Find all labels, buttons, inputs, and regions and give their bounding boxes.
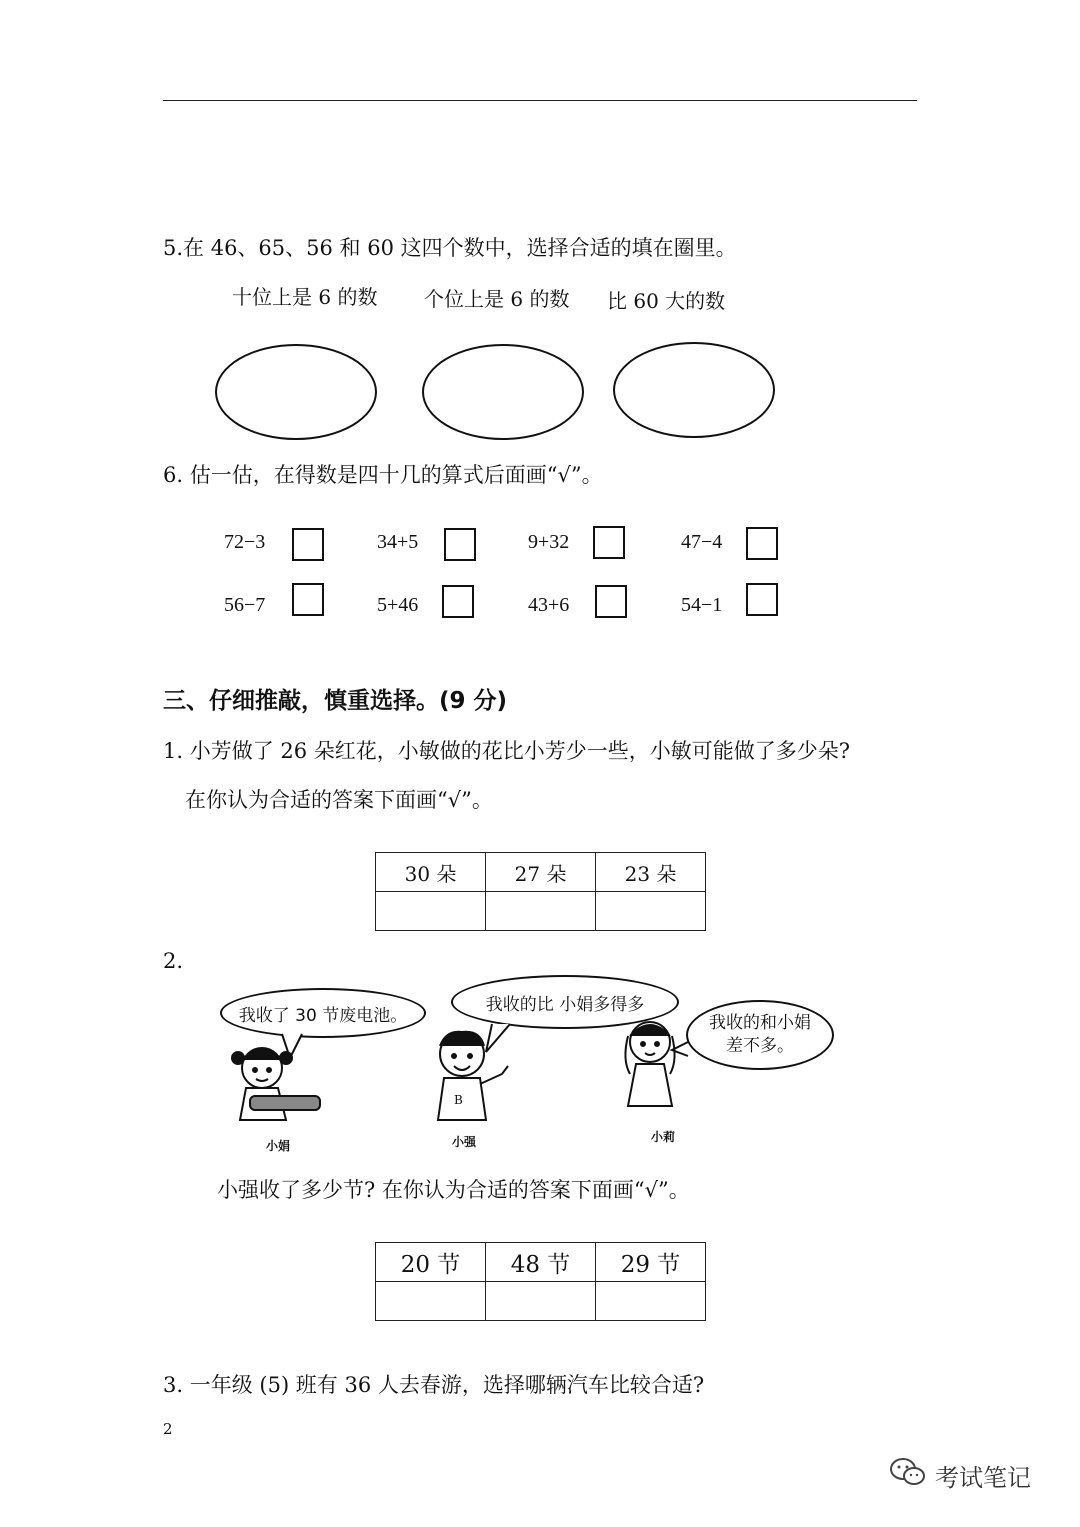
girl-xiaojuan-figure [232, 1048, 320, 1120]
s3q2-answer-cell[interactable] [596, 1282, 706, 1321]
q6-checkbox[interactable] [444, 528, 476, 561]
q6-prompt: 6. 估一估，在得数是四十几的算式后面画“√”。 [163, 463, 603, 487]
speech-bubble-xiaoli: 我收的和小娟差不多。 [686, 1000, 834, 1070]
s3q3-line: 3. 一年级 (5) 班有 36 人去春游，选择哪辆汽车比较合适? [163, 1373, 705, 1397]
boy-xiaoqiang-figure [438, 1032, 508, 1120]
s3q1-answer-table [375, 852, 706, 931]
q5-label-ones: 个位上是 6 的数 [424, 287, 570, 311]
q6-checkbox[interactable] [746, 527, 778, 560]
section3-title: 三、仔细推敲，慎重选择。(9 分) [163, 688, 508, 714]
q5-label-gt60: 比 60 大的数 [607, 289, 726, 313]
q6-expr: 54−1 [681, 594, 723, 616]
q6-expr: 34+5 [377, 531, 419, 553]
answer-circle-ones[interactable] [422, 344, 584, 440]
speech-bubble-xiaoqiang: 我收的比 小娟多得多 [451, 975, 679, 1029]
s3q2-answer-cell[interactable] [486, 1282, 596, 1321]
q6-checkbox[interactable] [292, 528, 324, 561]
child-name-xiaoli: 小莉 [651, 1130, 676, 1144]
s3q1-answer-cell[interactable] [376, 892, 486, 931]
s3q1-option: 23 朵 [596, 853, 706, 892]
q6-checkbox[interactable] [595, 585, 627, 618]
answer-circle-gt60[interactable] [613, 342, 775, 438]
q6-checkbox[interactable] [292, 583, 324, 616]
children-illustration [210, 980, 850, 1150]
s3q2-answer-cell[interactable] [376, 1282, 486, 1321]
q6-checkbox[interactable] [593, 526, 625, 559]
wechat-icon [888, 1455, 928, 1489]
q6-expr: 72−3 [224, 531, 266, 553]
q6-expr: 5+46 [377, 594, 419, 616]
q6-expr: 47−4 [681, 531, 723, 553]
svg-text:B: B [454, 1093, 463, 1107]
q6-expr: 9+32 [528, 531, 570, 553]
s3q1-line1: 1. 小芳做了 26 朵红花，小敏做的花比小芳少一些，小敏可能做了多少朵? [163, 739, 851, 763]
answer-circle-tens[interactable] [215, 344, 377, 440]
s3q2-option: 29 节 [596, 1243, 706, 1282]
q6-checkbox[interactable] [746, 583, 778, 616]
s3q1-line2: 在你认为合适的答案下面画“√”。 [185, 788, 493, 812]
child-name-xiaojuan: 小娟 [266, 1139, 291, 1153]
q6-checkbox[interactable] [442, 585, 474, 618]
s3q1-answer-cell[interactable] [486, 892, 596, 931]
s3q2-question: 小强收了多少节? 在你认为合适的答案下面画“√”。 [217, 1178, 690, 1202]
s3q2-option: 48 节 [486, 1243, 596, 1282]
girl-xiaoli-figure [625, 1022, 674, 1106]
child-name-xiaoqiang: 小强 [452, 1135, 477, 1149]
s3q2-option: 20 节 [376, 1243, 486, 1282]
page-number: 2 [163, 1420, 173, 1438]
q6-expr: 56−7 [224, 594, 266, 616]
s3q1-answer-cell[interactable] [596, 892, 706, 931]
watermark-text: 考试笔记 [935, 1464, 1031, 1492]
s3q2-answer-table [375, 1242, 706, 1321]
speech-bubble-xiaojuan: 我收了 30 节废电池。 [220, 988, 426, 1038]
q5-label-tens: 十位上是 6 的数 [232, 285, 378, 309]
s3q1-option: 27 朵 [486, 853, 596, 892]
q6-expr: 43+6 [528, 594, 570, 616]
s3q1-option: 30 朵 [376, 853, 486, 892]
header-rule [163, 100, 917, 101]
s3q2-number: 2. [163, 949, 184, 973]
q5-prompt: 5.在 46、65、56 和 60 这四个数中，选择合适的填在圈里。 [163, 236, 737, 260]
